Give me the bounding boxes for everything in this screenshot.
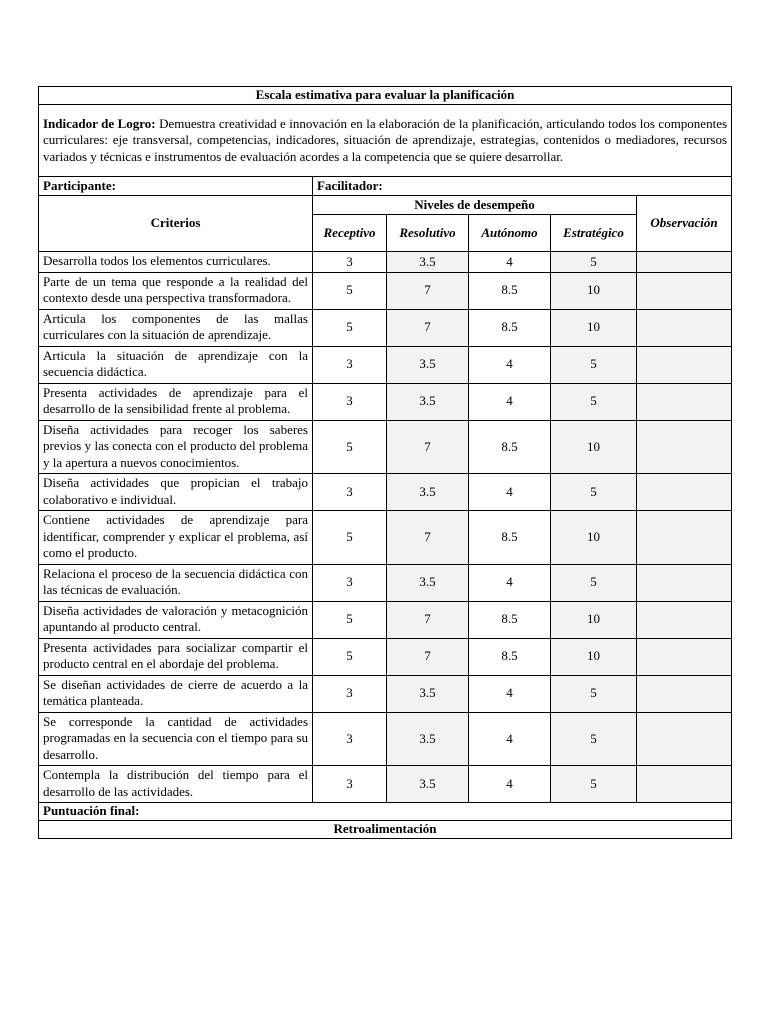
criterion-row: [39, 638, 732, 675]
evaluation-scale-table: [38, 86, 732, 839]
criterion-text: Se corresponde la cantidad de actividades programadas en la secuencia con el tiempo para su desarrollo.: [39, 712, 313, 766]
resolutive-value: 3.5: [387, 675, 469, 712]
resolutive-value: 3.5: [387, 564, 469, 601]
resolutive-value: 3.5: [387, 252, 469, 273]
resolutive-header: Resolutivo: [387, 215, 469, 252]
receptive-value: 3: [313, 766, 387, 803]
feedback-label: Retroalimentación: [39, 821, 732, 839]
strategic-header: Estratégico: [551, 215, 637, 252]
criterion-row: [39, 346, 732, 383]
autonomous-value: 4: [469, 383, 551, 420]
resolutive-value: 7: [387, 420, 469, 474]
indicator-text: Demuestra creatividad e innovación en la elaboración de la planificación, articulando todos los componentes curriculares: eje transversal, competencias, indicadores, situación de aprendizaje, estrategias, contenidos o mediadores, recursos variados y técnicas e instrumentos de evaluación acordes a la competencia que se quiere desarrollar.: [43, 115, 728, 164]
receptive-value: 3: [313, 346, 387, 383]
receptive-value: 5: [313, 272, 387, 309]
strategic-value: 10: [551, 272, 637, 309]
criterion-text: Contempla la distribución del tiempo para el desarrollo de las actividades.: [39, 766, 313, 803]
resolutive-value: 3.5: [387, 766, 469, 803]
criterion-text: Articula los componentes de las mallas curriculares con la situación de aprendizaje.: [39, 309, 313, 346]
strategic-value: 10: [551, 420, 637, 474]
autonomous-value: 8.5: [469, 601, 551, 638]
criterion-text: Diseña actividades para recoger los saberes previos y las conecta con el producto del problema y la apertura a nuevos conocimientos.: [39, 420, 313, 474]
criterion-text: Contiene actividades de aprendizaje para identificar, comprender y explicar el problema, así como el producto.: [39, 511, 313, 565]
receptive-value: 3: [313, 675, 387, 712]
autonomous-value: 4: [469, 712, 551, 766]
autonomous-value: 8.5: [469, 420, 551, 474]
observation-cell[interactable]: [637, 420, 732, 474]
criterion-row: [39, 564, 732, 601]
receptive-value: 5: [313, 511, 387, 565]
criterion-row: [39, 511, 732, 565]
receptive-value: 3: [313, 383, 387, 420]
criterion-row: [39, 766, 732, 803]
autonomous-value: 4: [469, 766, 551, 803]
receptive-value: 3: [313, 474, 387, 511]
autonomous-value: 8.5: [469, 272, 551, 309]
resolutive-value: 3.5: [387, 346, 469, 383]
resolutive-value: 3.5: [387, 383, 469, 420]
criterion-text: Diseña actividades que propician el trabajo colaborativo e individual.: [39, 474, 313, 511]
criterion-text: Presenta actividades de aprendizaje para el desarrollo de la sensibilidad frente al problema.: [39, 383, 313, 420]
facilitator-label: Facilitador:: [313, 177, 732, 196]
criterion-row: [39, 712, 732, 766]
autonomous-value: 4: [469, 252, 551, 273]
strategic-value: 10: [551, 309, 637, 346]
criterion-text: Diseña actividades de valoración y metacognición apuntando al producto central.: [39, 601, 313, 638]
resolutive-value: 7: [387, 272, 469, 309]
criteria-header: Criterios: [39, 196, 313, 252]
strategic-value: 5: [551, 474, 637, 511]
indicator-label: Indicador de Logro:: [43, 115, 156, 131]
receptive-value: 3: [313, 712, 387, 766]
criterion-text: Desarrolla todos los elementos curriculares.: [39, 252, 313, 273]
observation-cell[interactable]: [637, 601, 732, 638]
observation-cell[interactable]: [637, 252, 732, 273]
strategic-value: 5: [551, 712, 637, 766]
criterion-text: Presenta actividades para socializar compartir el producto central en el abordaje del problema.: [39, 638, 313, 675]
strategic-value: 10: [551, 601, 637, 638]
autonomous-value: 4: [469, 346, 551, 383]
observation-cell[interactable]: [637, 511, 732, 565]
autonomous-value: 8.5: [469, 309, 551, 346]
strategic-value: 5: [551, 346, 637, 383]
criterion-row: [39, 272, 732, 309]
table-title: Escala estimativa para evaluar la planificación: [39, 87, 732, 105]
autonomous-value: 4: [469, 675, 551, 712]
participant-label: Participante:: [39, 177, 313, 196]
autonomous-value: 8.5: [469, 511, 551, 565]
criterion-text: Articula la situación de aprendizaje con la secuencia didáctica.: [39, 346, 313, 383]
autonomous-value: 8.5: [469, 638, 551, 675]
observation-cell[interactable]: [637, 474, 732, 511]
observation-cell[interactable]: [637, 638, 732, 675]
autonomous-value: 4: [469, 564, 551, 601]
resolutive-value: 3.5: [387, 474, 469, 511]
strategic-value: 10: [551, 511, 637, 565]
receptive-value: 3: [313, 564, 387, 601]
criterion-row: [39, 601, 732, 638]
criterion-row: [39, 252, 732, 273]
resolutive-value: 7: [387, 601, 469, 638]
criterion-text: Se diseñan actividades de cierre de acuerdo a la temática planteada.: [39, 675, 313, 712]
criterion-row: [39, 474, 732, 511]
criterion-text: Relaciona el proceso de la secuencia didáctica con las técnicas de evaluación.: [39, 564, 313, 601]
autonomous-header: Autónomo: [469, 215, 551, 252]
criterion-row: [39, 420, 732, 474]
achievement-indicator: [39, 105, 732, 177]
observation-cell[interactable]: [637, 272, 732, 309]
criterion-row: [39, 383, 732, 420]
resolutive-value: 7: [387, 511, 469, 565]
strategic-value: 5: [551, 766, 637, 803]
criterion-row: [39, 675, 732, 712]
observation-cell[interactable]: [637, 309, 732, 346]
final-score-label: Puntuación final:: [39, 803, 732, 821]
resolutive-value: 7: [387, 638, 469, 675]
autonomous-value: 4: [469, 474, 551, 511]
receptive-value: 5: [313, 420, 387, 474]
observation-cell[interactable]: [637, 675, 732, 712]
observation-cell[interactable]: [637, 766, 732, 803]
criterion-row: [39, 309, 732, 346]
strategic-value: 5: [551, 252, 637, 273]
strategic-value: 5: [551, 383, 637, 420]
resolutive-value: 3.5: [387, 712, 469, 766]
observation-header: Observación: [637, 196, 732, 252]
receptive-value: 5: [313, 601, 387, 638]
criteria-rows: [39, 252, 732, 803]
resolutive-value: 7: [387, 309, 469, 346]
observation-cell[interactable]: [637, 712, 732, 766]
observation-cell[interactable]: [637, 383, 732, 420]
receptive-value: 5: [313, 638, 387, 675]
receptive-header: Receptivo: [313, 215, 387, 252]
receptive-value: 3: [313, 252, 387, 273]
strategic-value: 10: [551, 638, 637, 675]
observation-cell[interactable]: [637, 346, 732, 383]
strategic-value: 5: [551, 675, 637, 712]
levels-header: Niveles de desempeño: [313, 196, 637, 215]
receptive-value: 5: [313, 309, 387, 346]
strategic-value: 5: [551, 564, 637, 601]
observation-cell[interactable]: [637, 564, 732, 601]
criterion-text: Parte de un tema que responde a la realidad del contexto desde una perspectiva transformadora.: [39, 272, 313, 309]
